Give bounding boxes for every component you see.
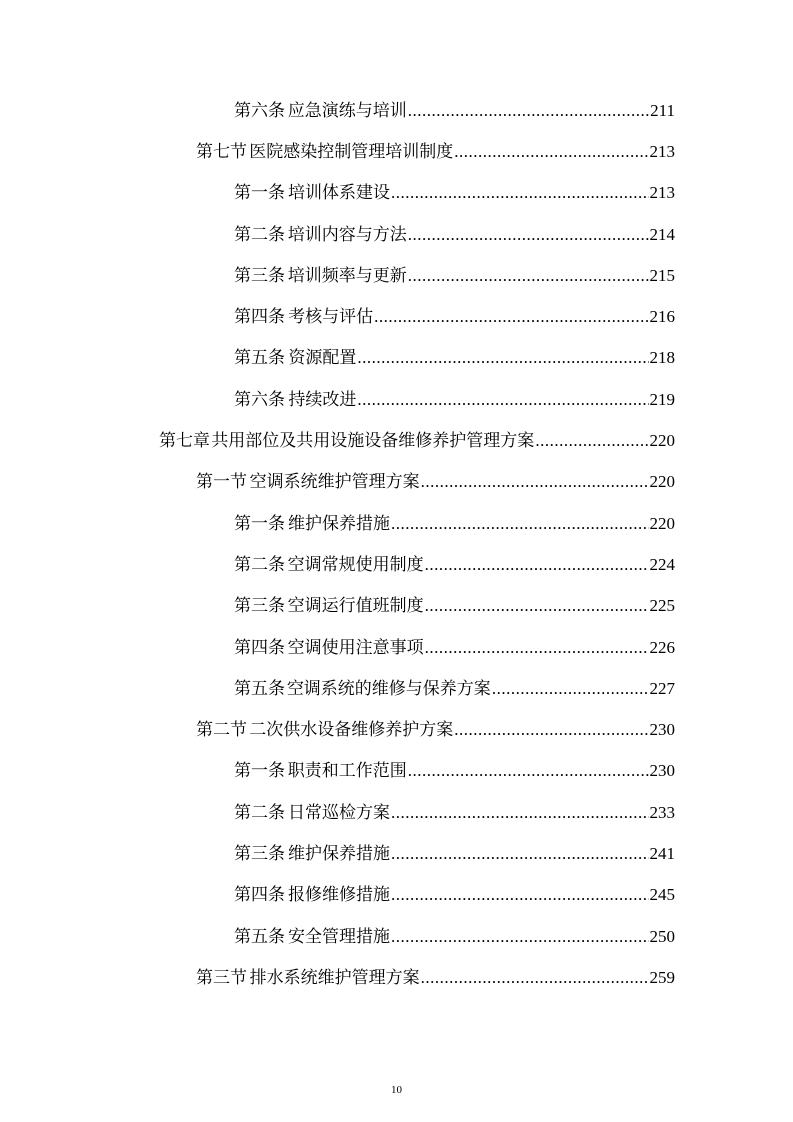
toc-entry-page: 216 — [649, 307, 675, 327]
toc-dot-leader — [408, 100, 649, 122]
toc-entry-title: 报修维修措施 — [287, 885, 390, 906]
toc-entry[interactable] — [0, 338, 793, 379]
toc-entry-label: 第二条 — [234, 224, 285, 245]
toc-entry-label: 第四条 — [234, 637, 285, 658]
toc-entry-page: 226 — [649, 637, 675, 657]
toc-entry-title: 应急演练与培训 — [287, 100, 407, 121]
toc-entry-title: 医院感染控制管理培训制度 — [249, 141, 454, 162]
toc-entry[interactable] — [0, 255, 793, 296]
toc-entry-page: 220 — [649, 431, 675, 451]
toc-dot-leader — [357, 389, 648, 411]
toc-entry-page: 213 — [649, 183, 675, 203]
toc-dot-leader — [425, 554, 649, 576]
toc-dot-leader — [391, 802, 649, 824]
toc-entry-page: 220 — [649, 513, 675, 533]
toc-entry[interactable] — [0, 833, 793, 874]
toc-dot-leader — [357, 347, 648, 369]
toc-entry[interactable] — [0, 668, 793, 709]
toc-entry-page: 220 — [649, 472, 675, 492]
toc-dot-leader — [408, 224, 649, 246]
toc-dot-leader — [408, 265, 649, 287]
toc-entry-label: 第三节 — [196, 967, 247, 988]
toc-entry-title: 维护保养措施 — [287, 513, 390, 534]
toc-entry-page: 218 — [649, 348, 675, 368]
toc-entry-page: 213 — [649, 141, 675, 161]
toc-entry-label: 第三条 — [234, 596, 285, 617]
toc-entry-title: 资源配置 — [288, 348, 357, 369]
toc-entry-label: 第五条 — [234, 678, 285, 699]
toc-entry-title: 二次供水设备维修养护方案 — [249, 720, 454, 741]
toc-entry-title: 培训频率与更新 — [287, 265, 407, 286]
toc-entry[interactable] — [0, 503, 793, 544]
toc-entry-page: 214 — [649, 224, 675, 244]
toc-dot-leader — [454, 719, 648, 741]
toc-entry-title: 空调运行值班制度 — [287, 596, 424, 617]
toc-dot-leader — [391, 926, 649, 948]
toc-entry-title: 共用部位及共用设施设备维修养护管理方案 — [211, 431, 535, 452]
toc-entry[interactable] — [0, 586, 793, 627]
toc-entry-page: 219 — [649, 389, 675, 409]
toc-entry-title: 安全管理措施 — [287, 926, 390, 947]
toc-entry-label: 第一条 — [234, 183, 285, 204]
toc-entry-page: 230 — [649, 720, 675, 740]
toc-entry-title: 空调使用注意事项 — [287, 637, 424, 658]
toc-entry-label: 第二条 — [234, 802, 285, 823]
toc-dot-leader — [374, 306, 648, 328]
toc-entry-page: 241 — [649, 843, 675, 863]
toc-entry-label: 第七节 — [196, 141, 247, 162]
toc-entry-label: 第一节 — [196, 472, 247, 493]
toc-entry-title: 空调常规使用制度 — [287, 554, 424, 575]
toc-entry-title: 培训体系建设 — [287, 183, 390, 204]
toc-entry-page: 230 — [649, 761, 675, 781]
toc-dot-leader — [391, 182, 649, 204]
toc-entry-title: 空调系统维护管理方案 — [249, 472, 420, 493]
toc-entry-title: 空调系统的维修与保养方案 — [286, 678, 491, 699]
toc-entry-page: 250 — [649, 926, 675, 946]
page-number: 10 — [391, 1084, 402, 1096]
toc-dot-leader — [391, 884, 649, 906]
toc-entry-page: 233 — [649, 802, 675, 822]
toc-dot-leader — [454, 141, 648, 163]
toc-dot-leader — [425, 595, 649, 617]
toc-entry-label: 第六条 — [234, 100, 285, 121]
toc-entry-label: 第四条 — [234, 885, 285, 906]
toc-entry[interactable] — [0, 379, 793, 420]
toc-entry[interactable] — [0, 544, 793, 585]
toc-entry[interactable] — [0, 90, 793, 131]
toc-entry[interactable] — [0, 462, 793, 503]
toc-entry-label: 第二节 — [196, 720, 247, 741]
toc-dot-leader — [492, 678, 649, 700]
toc-entry[interactable] — [0, 792, 793, 833]
toc-entry-label: 第五条 — [234, 348, 285, 369]
table-of-contents — [0, 90, 793, 999]
toc-dot-leader — [425, 637, 649, 659]
toc-entry-label: 第一条 — [234, 513, 285, 534]
toc-entry-label: 第二条 — [234, 554, 285, 575]
toc-dot-leader — [421, 967, 649, 989]
toc-entry[interactable] — [0, 957, 793, 998]
toc-entry-page: 225 — [649, 596, 675, 616]
toc-entry-title: 培训内容与方法 — [287, 224, 407, 245]
toc-entry[interactable] — [0, 627, 793, 668]
toc-entry[interactable] — [0, 296, 793, 337]
toc-dot-leader — [408, 760, 649, 782]
toc-entry-title: 考核与评估 — [288, 307, 374, 328]
toc-entry[interactable] — [0, 751, 793, 792]
toc-entry-label: 第七章 — [159, 431, 210, 452]
toc-entry[interactable] — [0, 173, 793, 214]
toc-entry-label: 第三条 — [234, 843, 285, 864]
toc-entry-page: 227 — [649, 678, 675, 698]
toc-entry[interactable] — [0, 916, 793, 957]
toc-entry[interactable] — [0, 875, 793, 916]
toc-entry-page: 245 — [649, 885, 675, 905]
toc-entry-page: 211 — [650, 100, 675, 120]
toc-entry-title: 日常巡检方案 — [287, 802, 390, 823]
toc-entry-title: 排水系统维护管理方案 — [249, 967, 420, 988]
toc-entry-page: 215 — [649, 265, 675, 285]
toc-entry-label: 第三条 — [234, 265, 285, 286]
toc-entry-label: 第四条 — [234, 307, 285, 328]
toc-entry-title: 职责和工作范围 — [287, 761, 407, 782]
toc-entry-label: 第六条 — [234, 389, 285, 410]
toc-entry[interactable] — [0, 420, 793, 461]
toc-dot-leader — [391, 843, 649, 865]
toc-entry-page: 224 — [649, 554, 675, 574]
toc-entry-page: 259 — [649, 967, 675, 987]
toc-entry-label: 第五条 — [234, 926, 285, 947]
toc-entry[interactable] — [0, 214, 793, 255]
toc-entry-title: 维护保养措施 — [287, 843, 390, 864]
toc-entry[interactable] — [0, 131, 793, 172]
toc-dot-leader — [535, 430, 648, 452]
toc-entry-label: 第一条 — [234, 761, 285, 782]
toc-dot-leader — [421, 471, 649, 493]
toc-entry[interactable] — [0, 709, 793, 750]
toc-dot-leader — [391, 513, 649, 535]
toc-entry-title: 持续改进 — [288, 389, 357, 410]
